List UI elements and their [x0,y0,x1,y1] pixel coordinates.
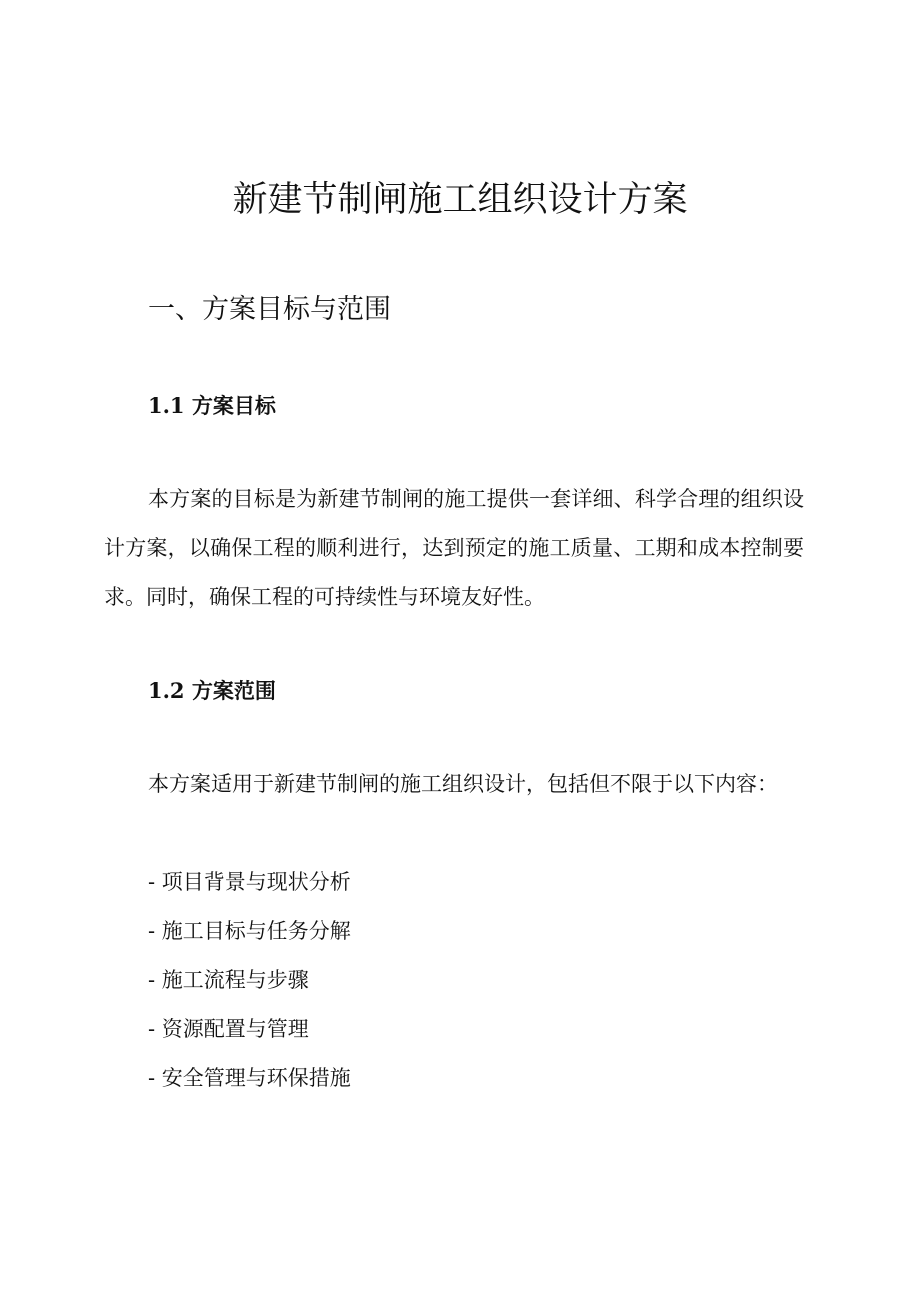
list-item: - 资源配置与管理 [148,1017,309,1041]
list-item: - 项目背景与现状分析 [148,870,351,894]
subsection-heading-scope: 1.2 方案范围 [148,678,276,703]
list-item: - 安全管理与环保措施 [148,1066,351,1090]
list-item: - 施工目标与任务分解 [148,919,351,943]
goal-paragraph: 本方案的目标是为新建节制闸的施工提供一套详细、科学合理的组织设计方案，以确保工程的顺利进行，达到预定的施工质量、工期和成本控制要求。同时，确保工程的可持续性与环境友好性。 [104,487,804,609]
scope-paragraph: 本方案适用于新建节制闸的施工组织设计，包括但不限于以下内容： [148,772,778,796]
list-item: - 施工流程与步骤 [148,968,309,992]
document-title: 新建节制闸施工组织设计方案 [232,180,688,220]
section-heading: 一、方案目标与范围 [148,294,391,325]
scope-list [148,858,351,1103]
subsection-heading-goal: 1.1 方案目标 [148,393,276,418]
